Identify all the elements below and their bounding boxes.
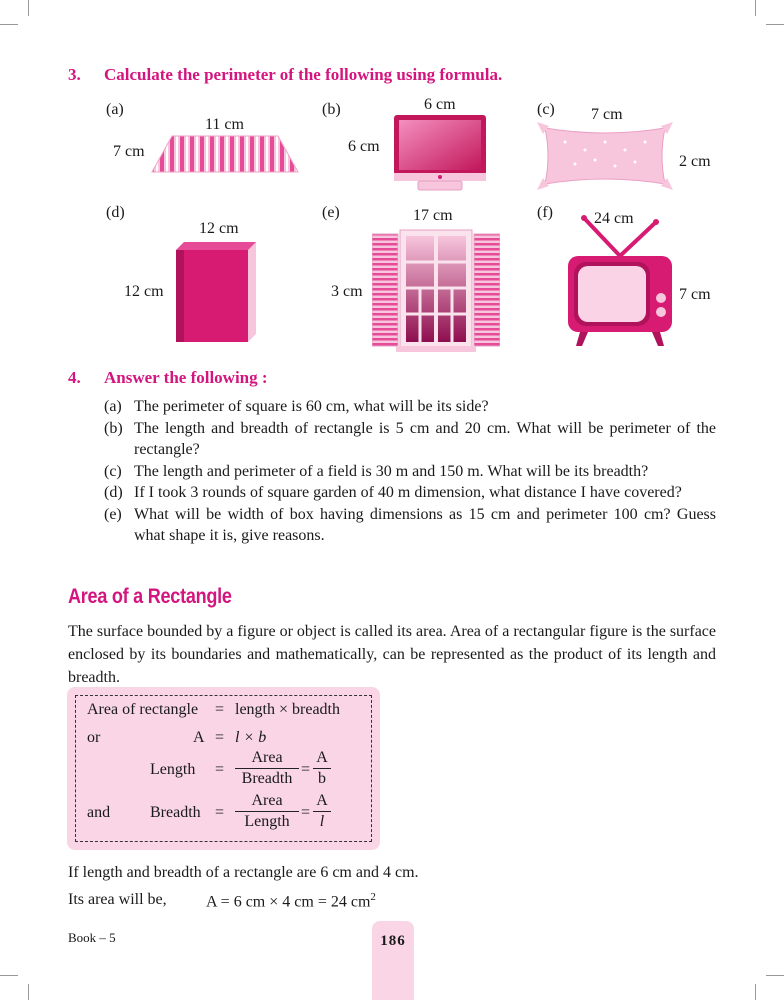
- fraction-bar: [313, 811, 331, 812]
- list-item: [104, 482, 716, 504]
- fig-f-dim-width: 24 cm: [594, 210, 634, 227]
- fraction-denominator: b: [318, 770, 326, 787]
- formula-equals: =: [301, 804, 311, 821]
- fig-d-label: (d): [106, 204, 125, 221]
- fig-d-dim-width: 12 cm: [199, 220, 239, 237]
- list-item: [104, 461, 716, 483]
- list-item-text: The perimeter of square is 60 cm, what will be its side?: [134, 398, 489, 415]
- fraction-numerator: Area: [251, 792, 283, 809]
- fig-c-dim-breadth: 2 cm: [679, 153, 711, 170]
- fig-a-label: (a): [106, 101, 124, 118]
- list-item-text: What will be width of box having dimensions as 15 cm and perimeter 100 cm? Guess what shape it is, give reasons.: [134, 505, 716, 544]
- fig-f-label: (f): [537, 204, 553, 221]
- pillow-figure: [535, 120, 675, 192]
- fraction-bar: [313, 768, 331, 769]
- q4-number: 4.: [68, 368, 81, 387]
- section-paragraph: The surface bounded by a figure or object is called its area. Area of a rectangular figure is the surface enclosed by its boundaries and mathematically, can be represented as the product of its length and breadth.: [68, 623, 716, 686]
- example-line-1: If length and breadth of a rectangle are 6 cm and 4 cm.: [68, 864, 419, 881]
- list-item-text: The length and breadth of rectangle is 5 cm and 20 cm. What will be perimeter of the rectangle?: [134, 419, 716, 458]
- formula-area-label: Area of rectangle: [87, 701, 199, 718]
- crop-mark: [755, 984, 756, 1000]
- list-item-label: (b): [104, 419, 123, 437]
- fraction-denominator: l: [319, 813, 325, 830]
- fig-c-dim-length: 7 cm: [591, 106, 623, 123]
- list-item-label: (d): [104, 484, 123, 501]
- crop-mark: [0, 24, 18, 25]
- formula-or: or: [87, 729, 101, 746]
- crop-mark: [28, 984, 29, 1000]
- formula-equals: =: [215, 701, 225, 718]
- formula-A: A: [193, 729, 205, 746]
- fig-b-dim-width: 6 cm: [424, 96, 456, 113]
- crop-mark: [766, 24, 784, 25]
- q4-title: Answer the following :: [104, 368, 268, 387]
- fraction-area-over-breadth: [235, 749, 299, 788]
- crop-mark: [0, 975, 18, 976]
- fraction-area-over-length: [235, 792, 299, 831]
- fig-c-label: (c): [537, 101, 555, 118]
- fraction-numerator: A: [316, 792, 328, 809]
- formula-l-times-b: l × b: [235, 729, 267, 746]
- example-area-formula: A = 6 cm × 4 cm = 24 cm: [206, 893, 371, 911]
- formula-breadth-label: Breadth: [150, 804, 201, 821]
- list-item-text: The length and perimeter of a field is 30 m and 150 m. What will be its breadth?: [134, 462, 649, 480]
- q3-title: Calculate the perimeter of the following using formula.: [104, 65, 503, 84]
- list-item-text: If I took 3 rounds of square garden of 40 m dimension, what distance I have covered?: [134, 484, 682, 501]
- fraction-numerator: A: [316, 749, 328, 766]
- list-item: [104, 396, 716, 418]
- fraction-denominator: Breadth: [241, 770, 293, 787]
- footer-book: Book – 5: [68, 930, 116, 945]
- fraction-denominator: Length: [244, 813, 290, 830]
- crop-mark: [755, 0, 756, 16]
- fig-e-label: (e): [322, 204, 340, 221]
- formula-equals: =: [215, 761, 225, 778]
- fraction-A-over-l: [313, 792, 331, 831]
- tv-figure: [566, 212, 674, 348]
- fraction-bar: [235, 811, 299, 812]
- fig-e-dim-height: 3 cm: [331, 283, 363, 300]
- list-item: [104, 418, 716, 461]
- q3-number: 3.: [68, 65, 81, 84]
- formula-length-label: Length: [150, 761, 196, 778]
- example-superscript: 2: [370, 891, 376, 903]
- example-line-2-prefix: Its area will be,: [68, 891, 167, 908]
- list-item-label: (c): [104, 462, 122, 480]
- fraction-A-over-b: [313, 749, 331, 788]
- example-line-2-formula: [206, 891, 376, 911]
- list-item: [104, 504, 716, 547]
- page-number: 186: [372, 921, 414, 1000]
- section-heading: Area of a Rectangle: [68, 585, 232, 608]
- fig-e-dim-width: 17 cm: [413, 207, 453, 224]
- formula-equals: =: [301, 761, 311, 778]
- q4-list: [104, 396, 716, 547]
- fraction-bar: [235, 768, 299, 769]
- fraction-numerator: Area: [251, 749, 283, 766]
- formula-equals: =: [215, 729, 225, 746]
- list-item-label: (a): [104, 398, 122, 415]
- list-item-label: (e): [104, 505, 122, 523]
- formula-box: [67, 687, 380, 850]
- formula-and: and: [87, 804, 111, 821]
- fig-a-dim-length: 11 cm: [205, 116, 244, 133]
- crop-mark: [766, 975, 784, 976]
- fig-b-label: (b): [322, 101, 341, 118]
- window-figure: [372, 228, 500, 354]
- crop-mark: [28, 0, 29, 16]
- fig-f-dim-height: 7 cm: [679, 286, 711, 303]
- fig-b-dim-height: 6 cm: [348, 138, 380, 155]
- fig-d-dim-height: 12 cm: [124, 283, 164, 300]
- monitor-figure: [392, 113, 488, 193]
- formula-equals: =: [215, 804, 225, 821]
- formula-length-breadth: length × breadth: [235, 701, 340, 718]
- fig-a-dim-breadth: 7 cm: [113, 143, 145, 160]
- book-figure: [176, 240, 260, 344]
- rug-figure: [150, 134, 300, 174]
